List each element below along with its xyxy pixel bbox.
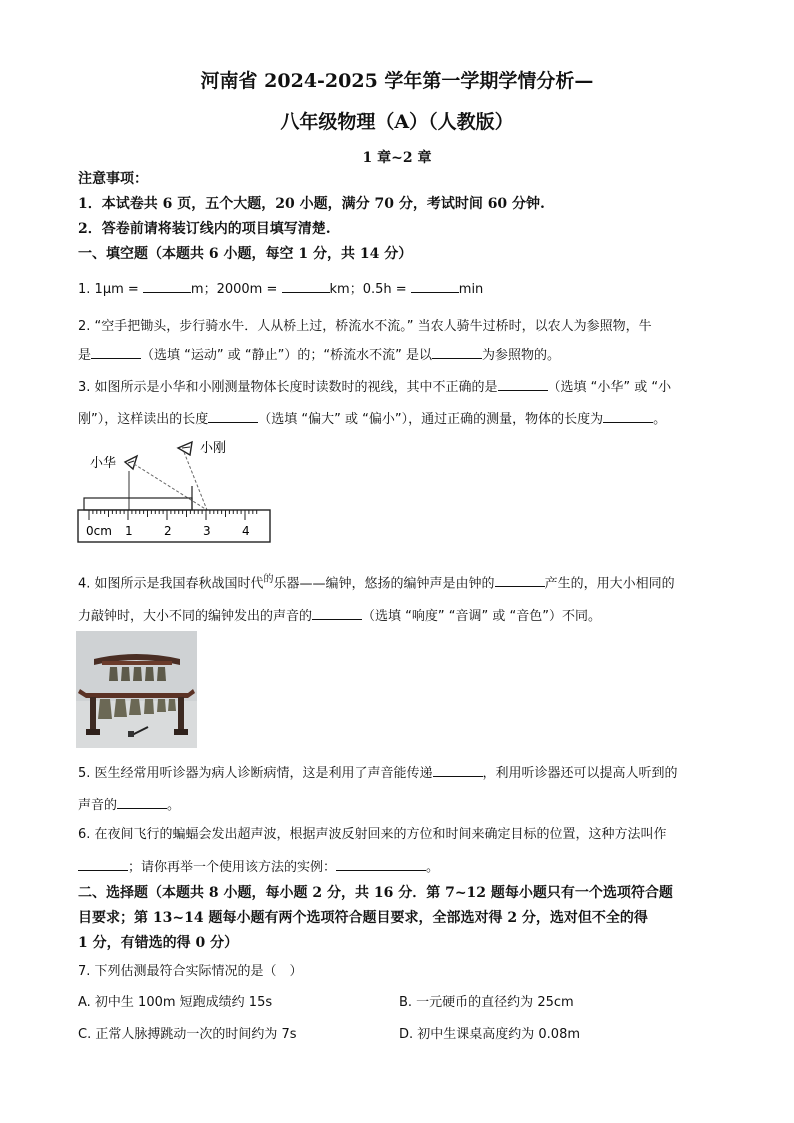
answer-blank[interactable] [433, 764, 483, 777]
ruler-ticks [89, 510, 257, 520]
option-c: C. 正常人脉搏跳动一次的时间约为 7s [78, 1027, 297, 1042]
eye-icon-xiaohua [125, 456, 137, 469]
answer-blank[interactable] [208, 410, 258, 423]
question-6-line2: ；请你再举一个使用该方法的实例： 。 [78, 856, 439, 875]
sight-line-xiaohua [134, 464, 207, 510]
ruler-figure [74, 436, 274, 546]
exam-title-line1: 河南省 2024-2025 学年第一学期学情分析— [200, 70, 594, 92]
answer-blank[interactable] [78, 858, 128, 871]
notice-heading: 注意事项： [78, 171, 148, 187]
notice-item-1: 1．本试卷共 6 页，五个大题，20 小题，满分 70 分，考试时间 60 分钟. [78, 196, 545, 212]
section-2-heading-line3: 1 分，有错选的得 0 分） [78, 935, 239, 951]
answer-blank[interactable] [495, 574, 545, 587]
question-5-line1: 5. 医生经常用听诊器为病人诊断病情，这是利用了声音能传递 ，利用听诊器还可以提高人听到的 [78, 766, 678, 781]
answer-blank[interactable] [143, 280, 191, 293]
answer-blank[interactable] [312, 607, 362, 620]
notice-item-2: 2．答卷前请将装订线内的项目填写清楚. [78, 221, 331, 237]
eye-icon-xiaogang [178, 442, 192, 455]
answer-blank[interactable] [603, 410, 653, 423]
ruler-labels [86, 524, 250, 538]
question-3-line2: 刚”），这样读出的长度 （选填 “偏大” 或 “偏小”），通过正确的测量，物体的长度为 。 [78, 412, 667, 427]
option-b: B. 一元硬币的直径约为 25cm [399, 995, 574, 1010]
ruler-tick-label: 1 [125, 524, 133, 538]
answer-blank[interactable] [91, 346, 141, 359]
chapter-range: 1 章~2 章 [362, 150, 432, 166]
question-3-line1: 3. 如图所示是小华和小刚测量物体长度时读数时的视线，其中不正确的是 （选填 “小华” 或 “小 [78, 380, 672, 395]
ruler-tick-label: 0cm [86, 524, 112, 538]
sight-line-xiaogang [184, 452, 207, 510]
question-2-line2: 是 （选填 “运动” 或 “静止”）的；“桥流水不流” 是以 为参照物的。 [78, 348, 560, 363]
label-xiaohua: 小华 [90, 456, 117, 471]
bianzhong-photo [76, 631, 197, 748]
label-xiaogang: 小刚 [200, 441, 227, 456]
answer-blank[interactable] [117, 796, 167, 809]
section-1-heading: 一、填空题（本题共 6 小题，每空 1 分，共 14 分） [78, 246, 413, 262]
question-5-line2: 声音的 。 [78, 798, 181, 813]
question-6-line1: 6. 在夜间飞行的蝙蝠会发出超声波，根据声波反射回来的方位和时间来确定目标的位置，这种方法叫作 [78, 827, 667, 842]
answer-blank[interactable] [336, 858, 426, 871]
ruler-tick-label: 4 [242, 524, 250, 538]
option-d: D. 初中生课桌高度约为 0.08m [399, 1027, 581, 1042]
answer-blank[interactable] [411, 280, 459, 293]
ruler-tick-label: 2 [164, 524, 172, 538]
answer-blank[interactable] [498, 378, 548, 391]
question-2-line1: 2. “空手把锄头，步行骑水牛．人从桥上过，桥流水不流。” 当农人骑牛过桥时，以农人为参照物，牛 [78, 319, 652, 334]
section-2-heading-line2: 目要求；第 13~14 题每小题有两个选项符合题目要求，全部选对得 2 分，选对但不全的得 [78, 910, 648, 926]
option-a: A. 初中生 100m 短跑成绩约 15s [78, 995, 273, 1010]
answer-blank[interactable] [282, 280, 330, 293]
exam-title-line2: 八年级物理（A）（人教版） [280, 111, 514, 133]
ruler-tick-label: 3 [203, 524, 211, 538]
question-7-stem: 7. 下列估测最符合实际情况的是（ ） [78, 964, 303, 979]
question-1: 1. 1μm = m；2000m = km；0.5h = min [78, 282, 484, 297]
question-4-line1: 4. 如图所示是我国春秋战国时代$^的$乐器——编钟，悠扬的编钟声是由钟的 产生的，用大小相同的 [78, 574, 675, 592]
section-2-heading-line1: 二、选择题（本题共 8 小题，每小题 2 分，共 16 分．第 7~12 题每小题只有一个选项符合题 [78, 885, 673, 901]
measured-object [84, 498, 192, 510]
answer-blank[interactable] [432, 346, 482, 359]
question-4-line2: 力敲钟时，大小不同的编钟发出的声音的 （选填 “响度” “音调” 或 “音色”）不同。 [78, 609, 601, 624]
